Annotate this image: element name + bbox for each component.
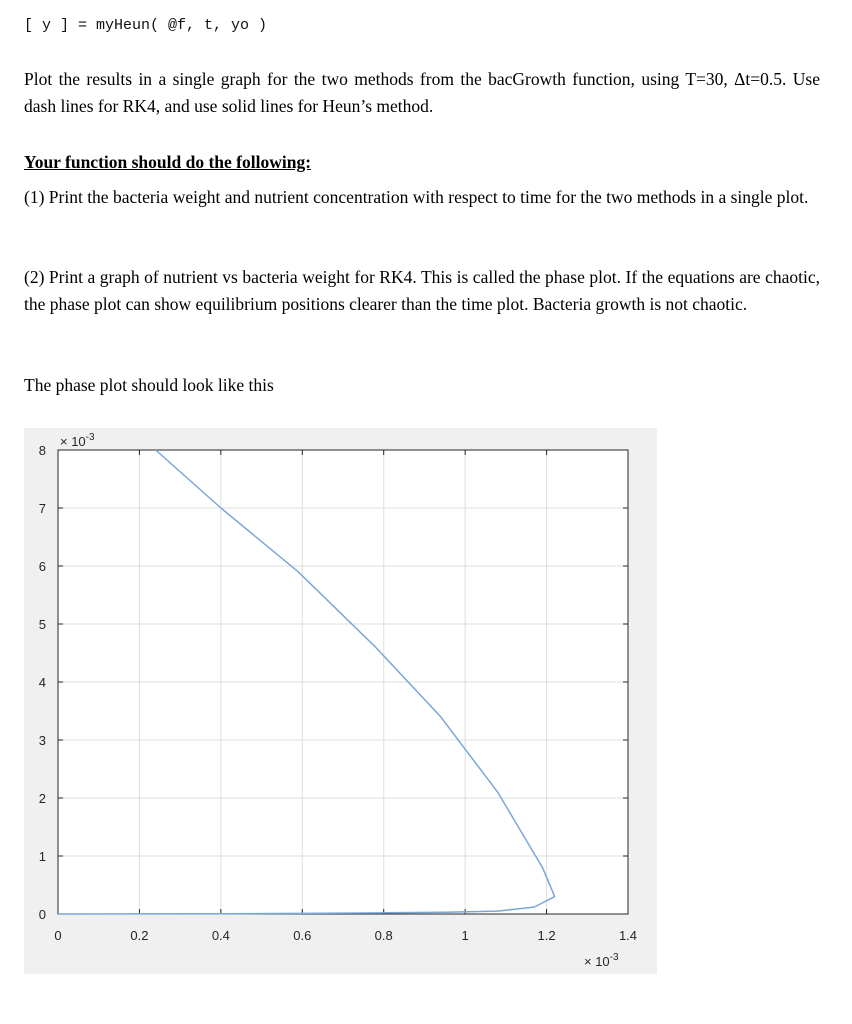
- figure-caption: The phase plot should look like this: [24, 375, 274, 395]
- x-tick-label: 0.6: [293, 928, 312, 943]
- y-tick-label: 6: [38, 559, 46, 574]
- requirement-item-1: (1) Print the bacteria weight and nutrient concentration with respect to time for the two methods in a single plot.: [24, 187, 809, 207]
- requirement-item-2: (2) Print a graph of nutrient vs bacteria weight for RK4. This is called the phase plot. If the equations are chaotic, the phase plot can show equilibrium positions clearer than the time plot. Bacteria growth is not chaotic.: [24, 267, 820, 314]
- y-tick-label: 7: [38, 501, 46, 516]
- instruction-paragraph: Plot the results in a single graph for the two methods from the bacGrowth function, using T=30, Δt=0.5. Use dash lines for RK4, and use solid lines for Heun’s method.: [24, 69, 820, 116]
- x-tick-label: 0.2: [130, 928, 149, 943]
- code-signature: [ y ] = myHeun( @f, t, yo ): [24, 17, 268, 34]
- y-tick-label: 0: [38, 907, 46, 922]
- y-tick-label: 1: [38, 849, 46, 864]
- x-exponent-label: × $10^{-3}$: [584, 952, 619, 969]
- y-tick-label: 3: [38, 733, 46, 748]
- x-tick-label: 0.4: [211, 928, 230, 943]
- y-exponent-label: × $10^{-3}$: [60, 432, 95, 449]
- x-tick-label: 0.8: [374, 928, 393, 943]
- x-tick-label: 1.2: [537, 928, 556, 943]
- y-tick-label: 5: [38, 617, 46, 632]
- y-tick-label: 4: [38, 675, 46, 690]
- y-tick-label: 2: [38, 791, 46, 806]
- section-heading: Your function should do the following:: [24, 152, 312, 172]
- phase-plot-figure: [24, 428, 657, 974]
- x-tick-label: 1: [461, 928, 469, 943]
- x-tick-label: 1.4: [618, 928, 638, 943]
- x-tick-label: 0: [54, 928, 62, 943]
- y-tick-label: 8: [38, 443, 46, 458]
- phase-plot-chart: [24, 428, 657, 974]
